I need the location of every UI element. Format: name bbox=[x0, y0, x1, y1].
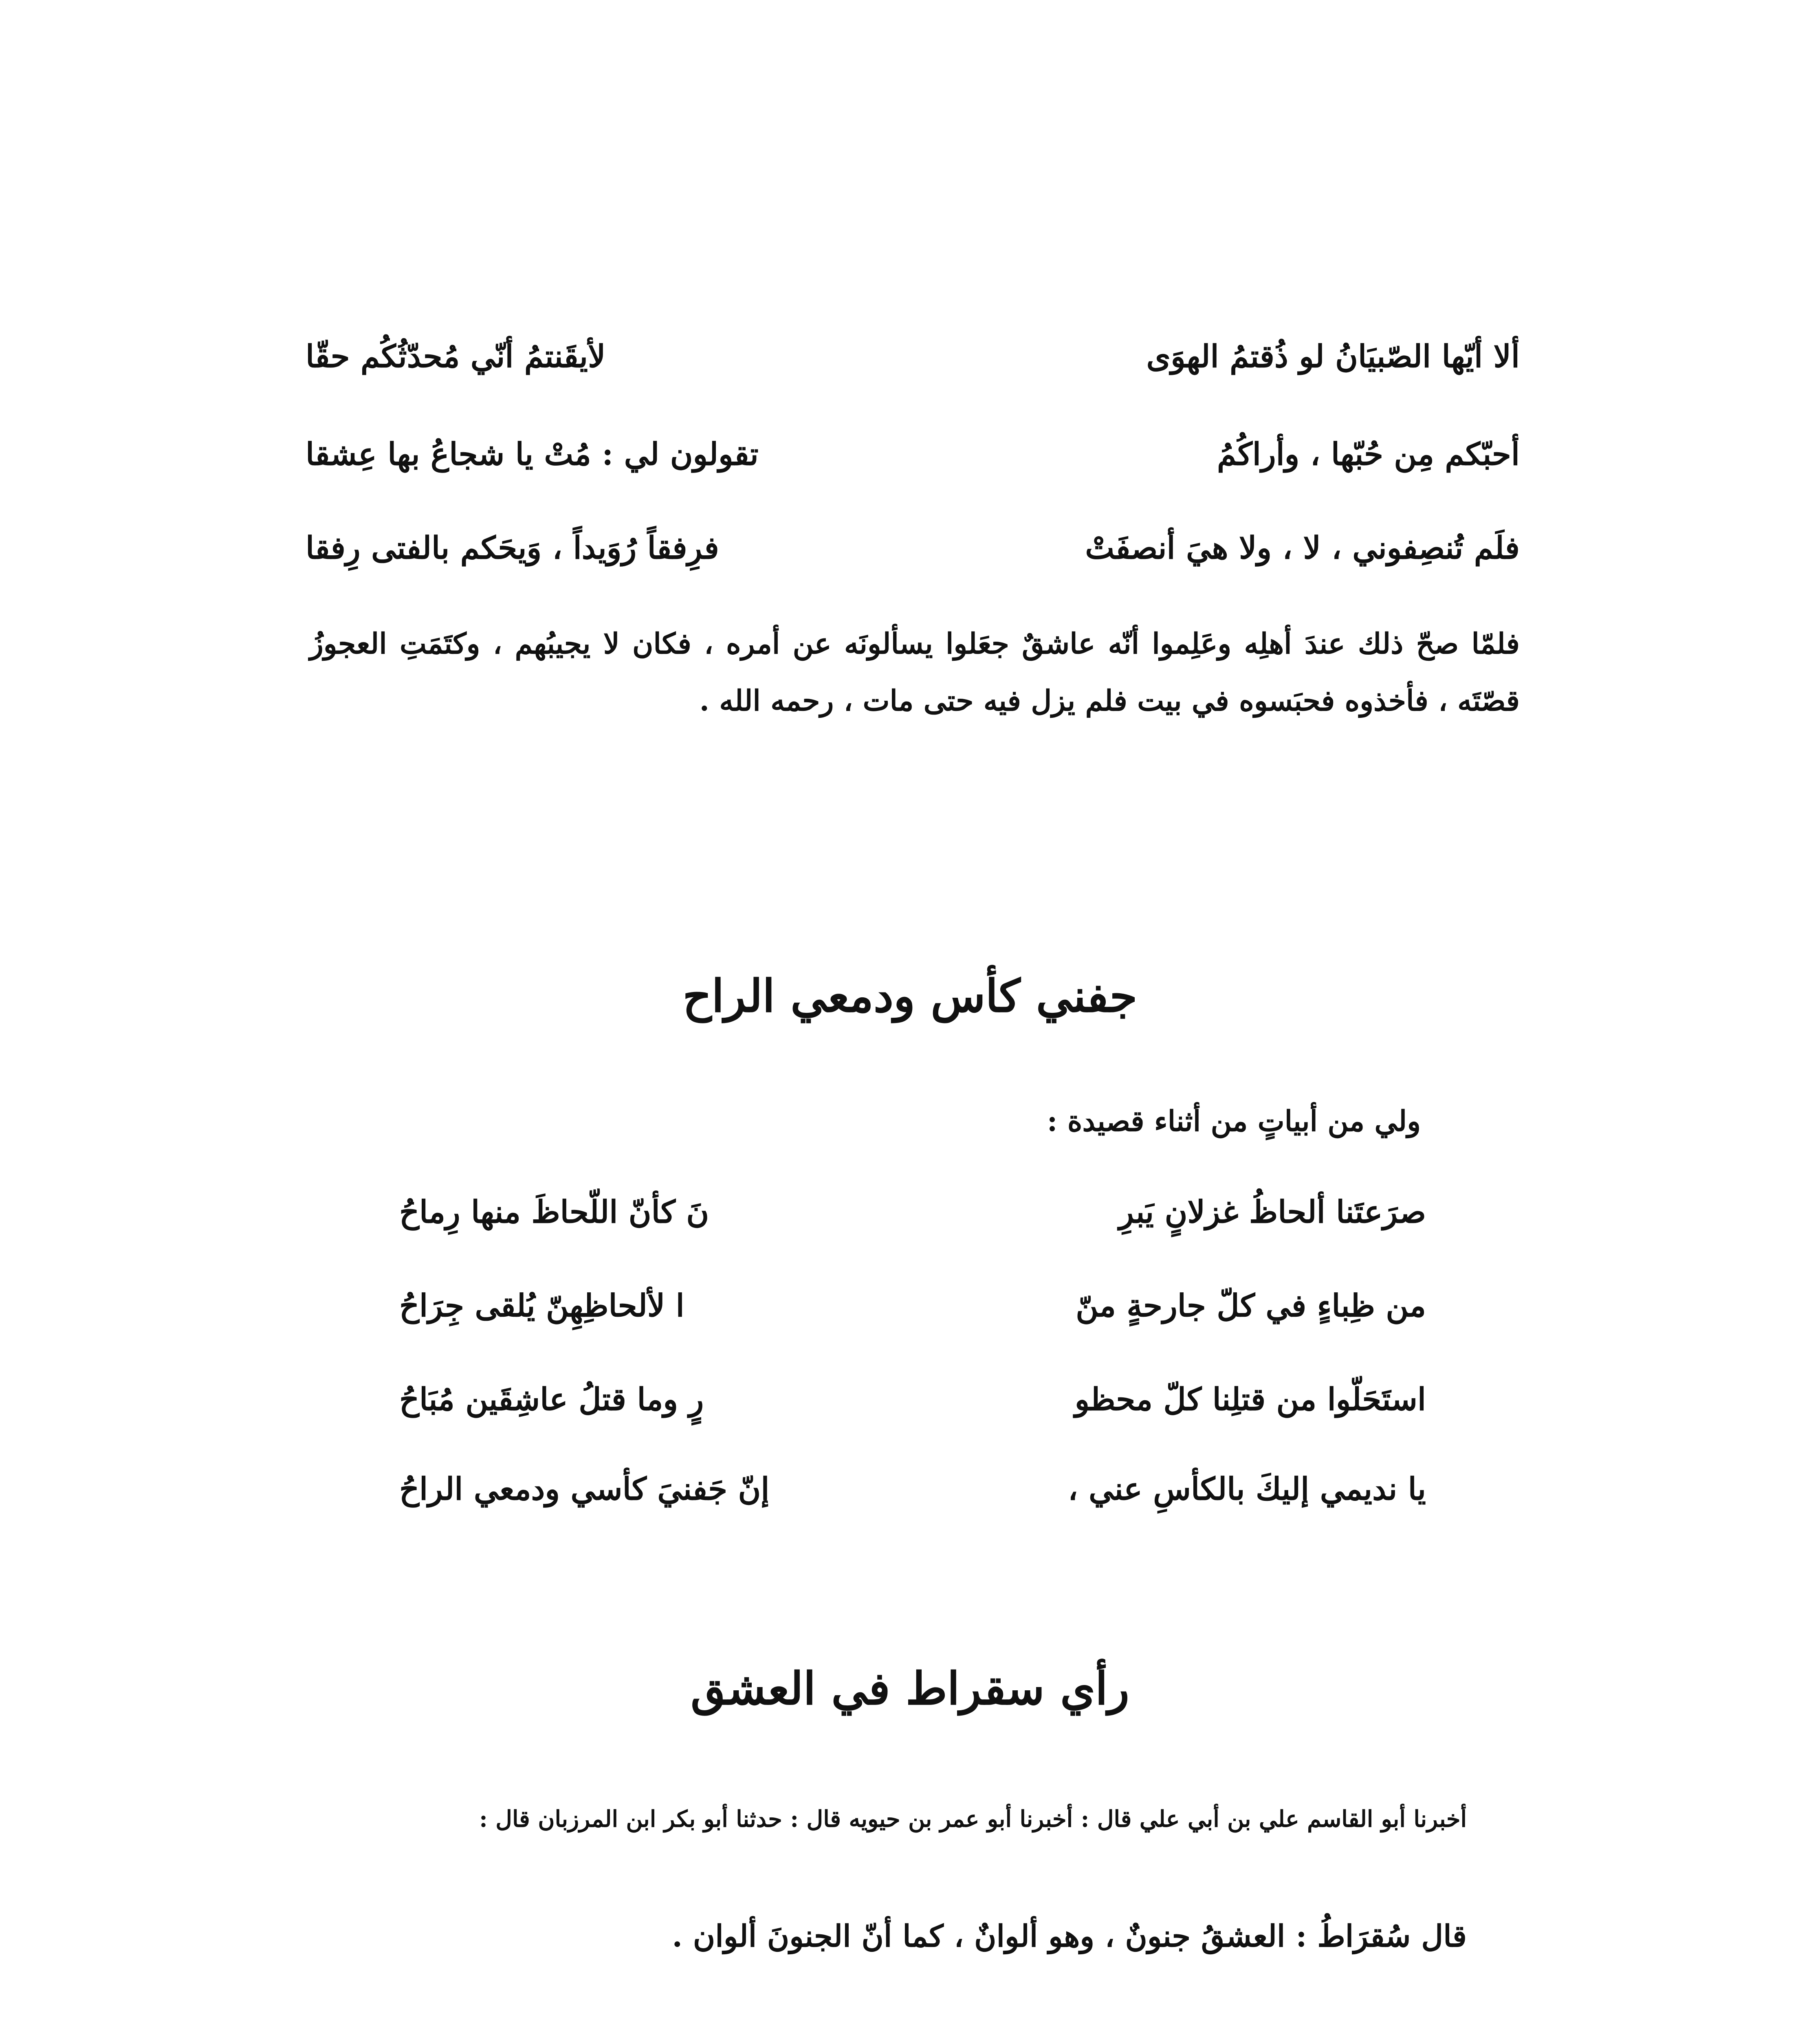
poem-verse bbox=[306, 530, 1520, 587]
verse-first-hemistich: صرَعتَنا ألحاظُ غزلانٍ يَبرِ bbox=[1119, 1194, 1426, 1230]
verse-second-hemistich: فرِفقاً رُوَيداً ، وَيحَكم بالفتى رِفقا bbox=[306, 530, 719, 566]
quotation: قال سُقرَاطُ : العشقُ جنونٌ ، وهو ألوانٌ ، كما أنّ الجنونَ ألوان . bbox=[672, 1919, 1467, 1954]
prose-paragraph: فلمّا صحّ ذلك عندَ أهلِه وعَلِموا أنّه عاشقٌ جعَلوا يسألونَه عن أمره ، فكان لا يجيبُهم ، وكتَمَتِ العجوزُ قصّتَه ، فأخذوه فحبَسوه في بيت فلم يزل فيه حتى مات ، رحمه الله . bbox=[310, 627, 1520, 717]
poem-verse bbox=[399, 1287, 1426, 1344]
verse-second-hemistich: تقولون لي : مُتْ يا شجاعُ بها عِشقا bbox=[306, 436, 759, 472]
poem-verse bbox=[399, 1381, 1426, 1438]
poem-verse bbox=[306, 436, 1520, 493]
poem-verse bbox=[306, 338, 1520, 395]
verse-first-hemistich: فلَم تُنصِفوني ، لا ، ولا هيَ أنصفَتْ bbox=[1085, 530, 1520, 566]
poem-intro: ولي من أبياتٍ من أثناء قصيدة : bbox=[1047, 1104, 1421, 1138]
isnad-chain: أخبرنا أبو القاسم علي بن أبي علي قال : أخبرنا أبو عمر بن حيويه قال : حدثنا أبو بكر ابن المرزبان قال : bbox=[479, 1806, 1467, 1832]
verse-first-hemistich: من ظِباءٍ في كلّ جارحةٍ منّ bbox=[1076, 1287, 1426, 1324]
section-title: رأي سقراط في العشق bbox=[691, 1662, 1129, 1715]
verse-second-hemistich: رٍ وما قتلُ عاشِقَين مُبَاحُ bbox=[399, 1381, 704, 1417]
verse-first-hemistich: أحبّكم مِن حُبّها ، وأراكُمُ bbox=[1217, 436, 1520, 472]
poem-verse bbox=[399, 1471, 1426, 1528]
verse-second-hemistich: ا لألحاظِهِنّ يُلقى جِرَاحُ bbox=[399, 1287, 684, 1324]
verse-second-hemistich: إنّ جَفنيَ كأسي ودمعي الراحُ bbox=[399, 1471, 770, 1507]
verse-first-hemistich: استَحَلّوا من قتلِنا كلّ محظو bbox=[1074, 1381, 1426, 1417]
verse-second-hemistich: نَ كأنّ اللّحاظَ منها رِماحُ bbox=[399, 1194, 709, 1230]
section-title: جفني كأس ودمعي الراح bbox=[682, 970, 1138, 1022]
poem-verse bbox=[399, 1194, 1426, 1251]
verse-second-hemistich: لأيقَنتمُ أنّي مُحدّثُكُم حقّا bbox=[306, 338, 606, 374]
verse-first-hemistich: يا نديمي إليكَ بالكأسِ عني ، bbox=[1068, 1471, 1426, 1507]
verse-first-hemistich: ألا أيّها الصّبيَانُ لو ذُقتمُ الهوَى bbox=[1146, 338, 1520, 374]
